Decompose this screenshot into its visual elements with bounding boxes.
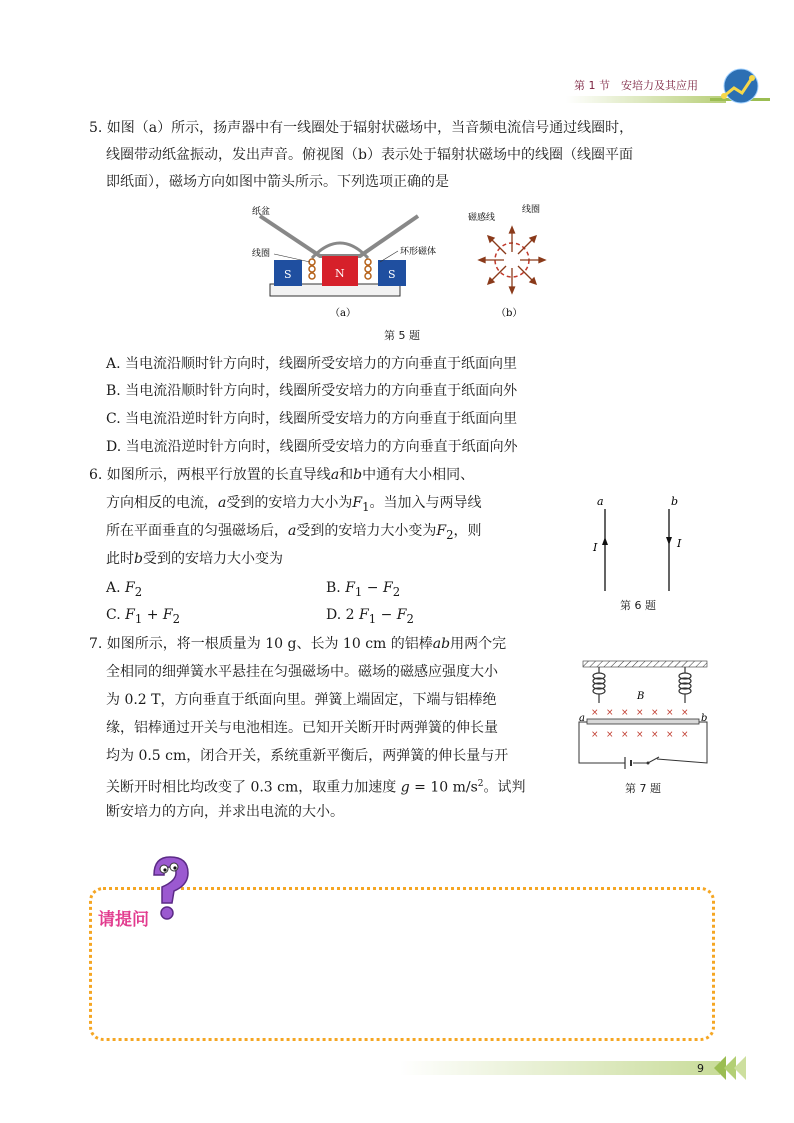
svg-text:×: × [591, 708, 599, 718]
q6-option-c: C. $F_1 + F_2$ [106, 607, 181, 626]
spring-right [679, 667, 691, 703]
q5-option-b: B. 当电流沿顺时针方向时，线圈所受安培力的方向垂直于纸面向外 [106, 383, 518, 399]
current-down-arrow [666, 537, 672, 545]
label-I-a: I [593, 541, 598, 554]
q6-line-4: 此时b受到的安培力大小变为 [106, 551, 283, 567]
q6-caption: 第 6 题 [620, 599, 656, 612]
svg-text:×: × [651, 730, 659, 740]
svg-text:×: × [651, 708, 659, 718]
q6-line-1: 6. 如图所示，两根平行放置的长直导线a和b中通有大小相同、 [89, 467, 475, 483]
label-coil: 线圈 [252, 249, 271, 259]
q6-option-b: B. $F_1 - F_2$ [326, 580, 401, 599]
svg-text:×: × [621, 708, 629, 718]
chapter-logo-icon [714, 66, 764, 106]
footer-bar [400, 1061, 720, 1075]
svg-text:×: × [666, 708, 674, 718]
q6-line-2: 方向相反的电流，a受到的安培力大小为$F_1$。当加入与两导线 [106, 495, 482, 514]
label-B: B [637, 691, 645, 702]
running-header [566, 76, 726, 94]
aluminum-rod [587, 719, 699, 724]
svg-text:×: × [636, 708, 644, 718]
caption-b: （b） [496, 308, 523, 319]
q5-option-a: A. 当电流沿顺时针方向时，线圈所受安培力的方向垂直于纸面向里 [106, 356, 518, 372]
label-coil-b: 线圈 [522, 205, 541, 215]
radial-field [479, 227, 545, 293]
current-up-arrow [602, 537, 608, 545]
q5-caption: 第 5 题 [384, 329, 420, 342]
q7-figure [573, 655, 713, 775]
page-number: 9 [697, 1062, 704, 1075]
label-s-left: S [284, 268, 292, 281]
label-n: N [335, 267, 345, 280]
q5-line-3: 即纸面），磁场方向如图中箭头所示。下列选项正确的是 [106, 174, 449, 190]
svg-text:×: × [606, 708, 614, 718]
q6-figure [585, 495, 695, 595]
q5-line-2: 线圈带动纸盆振动，发出声音。俯视图（b）表示处于辐射状磁场中的线圈（线圈平面 [106, 147, 633, 163]
svg-text:×: × [621, 730, 629, 740]
q6-option-a: A. $F_2$ [106, 580, 143, 599]
label-magnet: 环形磁体 [400, 247, 437, 257]
q5-line-1: 5. 如图（a）所示，扬声器中有一线圈处于辐射状磁场中，当音频电流信号通过线圈时， [89, 120, 634, 136]
label-wire-a: a [597, 495, 604, 508]
footer-arrows-icon [712, 1054, 748, 1082]
label-s-right: S [388, 268, 396, 281]
coil-right [365, 259, 371, 279]
header-bar [566, 96, 726, 103]
q7-line-1: 7. 如图所示，将一根质量为 10 g、长为 10 cm 的铝棒ab用两个完 [89, 636, 507, 652]
q5-figure [240, 198, 570, 333]
question-mark-mascot-icon [140, 853, 196, 923]
svg-text:×: × [591, 730, 599, 740]
spring-left [593, 667, 605, 703]
svg-text:×: × [681, 730, 689, 740]
q6-option-d: D. 2 $F_1 - F_2$ [326, 607, 414, 626]
q5-option-d: D. 当电流沿逆时针方向时，线圈所受安培力的方向垂直于纸面向外 [106, 439, 518, 455]
svg-text:×: × [666, 730, 674, 740]
label-I-b: I [677, 537, 682, 550]
q7-line-4: 缘，铝棒通过开关与电池相连。已知开关断开时两弹簧的伸长量 [106, 720, 498, 736]
label-rod-b: b [701, 713, 708, 724]
q7-line-6: 关断开时相比均改变了 0.3 cm，取重力加速度 g = 10 $m/s^2$。试判 [106, 779, 526, 796]
svg-text:×: × [606, 730, 614, 740]
label-field-lines: 磁感线 [468, 213, 496, 223]
label-rod-a: a [579, 713, 585, 724]
q7-line-2: 全相同的细弹簧水平悬挂在匀强磁场中。磁场的磁感应强度大小 [106, 664, 498, 680]
q7-line-5: 均为 0.5 cm，闭合开关，系统重新平衡后，两弹簧的伸长量与开 [106, 748, 509, 764]
q7-line-3: 为 0.2 T，方向垂直于纸面向里。弹簧上端固定，下端与铝棒绝 [106, 692, 497, 708]
label-cone: 纸盆 [252, 207, 271, 217]
section-title: 第 1 节 安培力及其应用 [574, 79, 698, 92]
ask-question-label: 请提问 [98, 910, 149, 930]
svg-text:×: × [636, 730, 644, 740]
svg-text:×: × [681, 708, 689, 718]
q6-line-3: 所在平面垂直的匀强磁场后，a受到的安培力大小变为$F_2$，则 [106, 523, 482, 542]
q7-line-7: 断安培力的方向，并求出电流的大小。 [106, 804, 344, 820]
caption-a: （a） [330, 308, 356, 319]
switch-lever [648, 757, 659, 763]
label-wire-b: b [671, 495, 679, 508]
q5-option-c: C. 当电流沿逆时针方向时，线圈所受安培力的方向垂直于纸面向里 [106, 411, 518, 427]
ceiling [583, 661, 707, 667]
circuit-wire [579, 722, 707, 763]
speaker-cone [260, 216, 418, 256]
q7-caption: 第 7 题 [625, 782, 661, 795]
